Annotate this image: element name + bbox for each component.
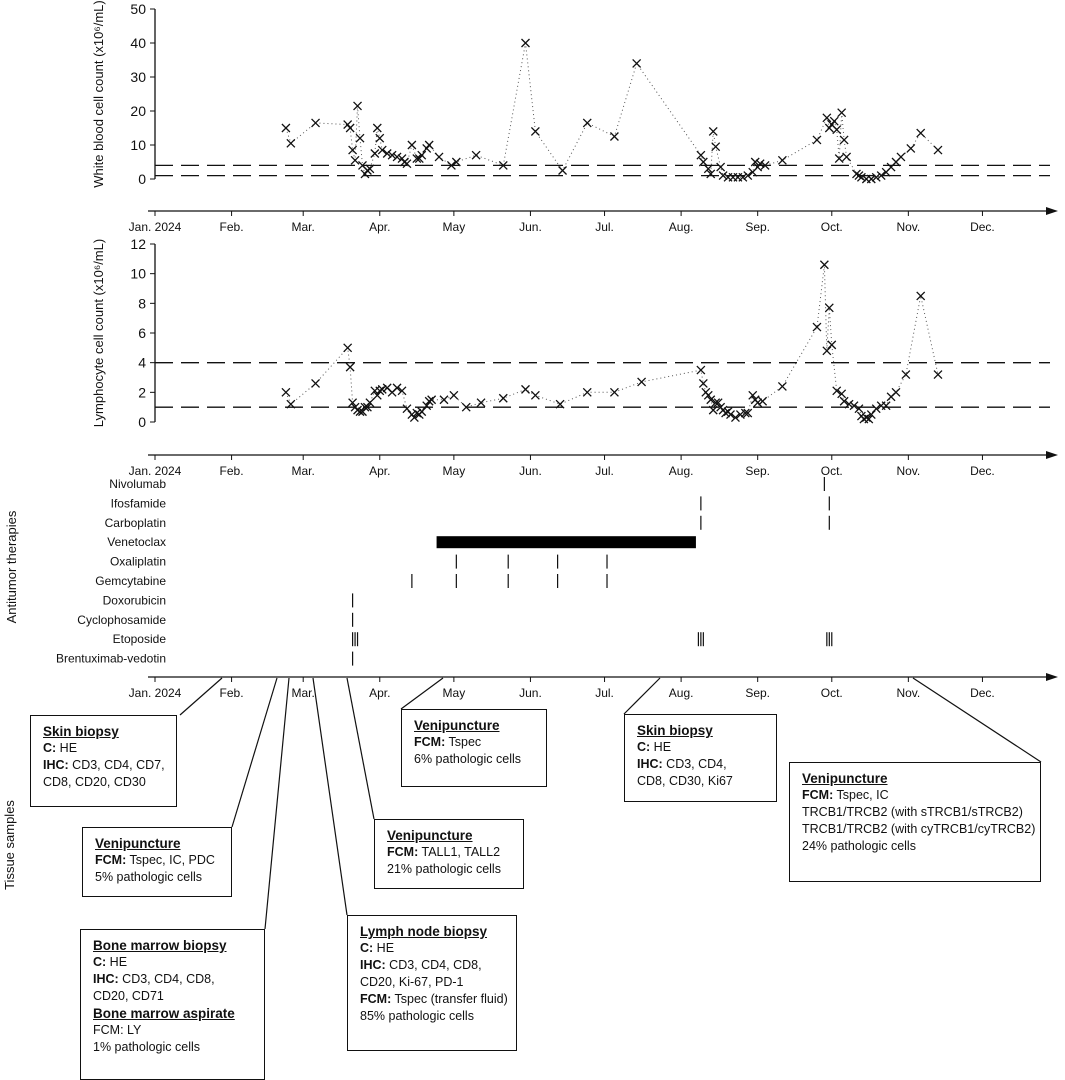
sample-title: Bone marrow aspirate	[93, 1006, 235, 1021]
timeline-x-tick-label: Mar.	[291, 686, 315, 700]
timeline-x-tick-label: Nov.	[896, 686, 921, 700]
wbc-data-point	[312, 119, 320, 127]
sample-method: C:	[43, 741, 57, 755]
lymphocyte-data-point	[346, 363, 354, 371]
lymphocyte-data-point	[312, 379, 320, 387]
sample-line	[93, 954, 254, 971]
wbc-data-point	[697, 151, 705, 159]
wbc-data-point	[823, 114, 831, 122]
timeline-x-axis-arrow	[1046, 673, 1058, 681]
tissue-sample-box	[80, 929, 265, 1080]
sample-connector	[401, 678, 443, 709]
sample-line	[802, 821, 1036, 838]
sample-method: C:	[637, 740, 651, 754]
sample-line	[360, 1008, 506, 1025]
lymphocyte-x-tick-label: Oct.	[820, 464, 843, 478]
lymphocyte-data-point	[902, 371, 910, 379]
sample-title: Venipuncture	[387, 828, 473, 843]
sample-method: C:	[360, 941, 374, 955]
lymphocyte-data-point	[892, 388, 900, 396]
lymphocyte-data-point	[403, 405, 411, 413]
sample-line	[43, 740, 166, 757]
lymphocyte-data-point	[917, 292, 925, 300]
sample-detail: 85% pathologic cells	[360, 1009, 474, 1023]
tissue-group-label: Tissue samples	[2, 800, 17, 890]
wbc-data-point	[830, 117, 838, 125]
wbc-data-point	[531, 127, 539, 135]
wbc-data-point	[897, 153, 905, 161]
timeline-x-tick-label: Jan. 2024	[128, 686, 182, 700]
lymphocyte-y-tick-label: 4	[138, 354, 146, 371]
sample-detail: 21% pathologic cells	[387, 862, 501, 876]
timeline-x-tick-label: Apr.	[369, 686, 391, 700]
sample-detail: HE	[106, 955, 128, 969]
wbc-data-point	[712, 143, 720, 151]
lymphocyte-data-point	[778, 382, 786, 390]
sample-connector	[265, 678, 289, 929]
sample-method: IHC:	[43, 758, 69, 772]
wbc-data-point	[349, 146, 357, 154]
sample-line	[414, 751, 536, 768]
lymphocyte-data-point	[813, 323, 821, 331]
lymphocyte-x-tick-label: Mar.	[291, 464, 315, 478]
timeline-x-tick-label: Sep.	[745, 686, 771, 700]
sample-title: Lymph node biopsy	[360, 924, 488, 939]
sample-title: Venipuncture	[802, 771, 888, 786]
wbc-data-point	[835, 155, 843, 163]
wbc-data-point	[813, 136, 821, 144]
wbc-y-tick-label: 0	[138, 171, 146, 187]
wbc-data-point	[351, 156, 359, 164]
lymphocyte-data-point	[531, 391, 539, 399]
tissue-sample-box	[401, 709, 547, 787]
timeline-x-tick-label: Oct.	[820, 686, 843, 700]
wbc-data-point	[376, 134, 384, 142]
sample-line	[93, 1039, 254, 1056]
therapy-label: Cyclophosamide	[77, 612, 166, 627]
lymphocyte-data-point	[499, 394, 507, 402]
lymphocyte-data-point	[282, 388, 290, 396]
sample-connector	[624, 678, 660, 714]
lymphocyte-data-point	[428, 396, 436, 404]
lymphocyte-x-tick-label: Jul.	[595, 464, 614, 478]
sample-line	[360, 940, 506, 957]
wbc-data-point	[287, 139, 295, 147]
tissue-sample-box	[30, 715, 177, 807]
wbc-data-point	[778, 156, 786, 164]
lymphocyte-x-tick-label: Feb.	[219, 464, 244, 478]
lymphocyte-x-tick-label: Dec.	[970, 464, 995, 478]
sample-line	[360, 957, 506, 974]
wbc-data-point	[346, 124, 354, 132]
sample-connector	[313, 678, 347, 915]
lymphocyte-x-axis-arrow	[1046, 451, 1058, 459]
wbc-data-point	[610, 133, 618, 141]
lymphocyte-y-axis-label: Lymphocyte cell count (x10⁶/mL)	[91, 238, 106, 428]
sample-detail: CD3, CD4,	[662, 757, 727, 771]
sample-line	[93, 971, 254, 988]
sample-line	[360, 991, 506, 1008]
timeline-x-tick-label: Jul.	[595, 686, 614, 700]
wbc-data-point	[583, 119, 591, 127]
wbc-data-point	[408, 141, 416, 149]
sample-title: Skin biopsy	[43, 724, 119, 739]
wbc-data-point	[934, 146, 942, 154]
lymphocyte-data-point	[934, 371, 942, 379]
wbc-data-point	[917, 129, 925, 137]
sample-method: C:	[93, 955, 107, 969]
wbc-x-tick-label: Aug.	[668, 220, 694, 234]
sample-method: IHC:	[360, 958, 386, 972]
lymphocyte-data-point	[610, 388, 618, 396]
wbc-data-point	[435, 153, 443, 161]
lymphocyte-x-tick-label: Sep.	[745, 464, 771, 478]
lymphocyte-data-point	[477, 399, 485, 407]
wbc-y-tick-label: 30	[130, 69, 146, 85]
sample-line	[95, 852, 221, 869]
sample-title: Venipuncture	[95, 836, 181, 851]
tissue-sample-box	[347, 915, 517, 1051]
wbc-x-tick-label: Feb.	[219, 220, 244, 234]
sample-connector	[180, 678, 222, 715]
lymphocyte-y-tick-label: 2	[138, 384, 146, 401]
lymphocyte-data-point	[697, 366, 705, 374]
wbc-x-tick-label: Oct.	[820, 220, 843, 234]
sample-line	[43, 757, 166, 774]
lymphocyte-y-tick-label: 6	[138, 325, 146, 341]
sample-detail: TRCB1/TRCB2 (with sTRCB1/sTRCB2)	[802, 805, 1023, 819]
sample-detail: TRCB1/TRCB2 (with cyTRCB1/cyTRCB2)	[802, 822, 1036, 836]
wbc-data-point	[403, 160, 411, 168]
sample-line	[93, 1022, 254, 1039]
sample-method: IHC:	[637, 757, 663, 771]
lymphocyte-x-tick-label: Jan. 2024	[128, 464, 182, 478]
sample-connector	[232, 678, 277, 827]
lymphocyte-data-point	[522, 385, 530, 393]
wbc-data-point	[356, 134, 364, 142]
wbc-data-point	[838, 109, 846, 117]
tissue-sample-box	[374, 819, 524, 889]
sample-detail: 24% pathologic cells	[802, 839, 916, 853]
sample-method: FCM:	[802, 788, 834, 802]
lymphocyte-data-point	[882, 402, 890, 410]
timeline-x-tick-label: May	[442, 686, 466, 700]
wbc-y-tick-label: 10	[130, 137, 146, 153]
sample-line	[802, 787, 1030, 804]
sample-title: Skin biopsy	[637, 723, 713, 738]
tissue-sample-box	[82, 827, 232, 897]
therapy-label: Brentuximab-vedotin	[55, 651, 166, 666]
lymphocyte-y-tick-label: 10	[130, 265, 146, 282]
sample-detail: Tspec, IC	[833, 788, 889, 802]
sample-method: FCM:	[95, 853, 127, 867]
sample-detail: 1% pathologic cells	[93, 1040, 201, 1054]
lymphocyte-x-tick-label: Nov.	[896, 464, 921, 478]
sample-line	[802, 838, 1030, 855]
sample-line	[43, 774, 166, 791]
lymphocyte-data-point	[828, 341, 836, 349]
lymphocyte-data-point	[699, 379, 707, 387]
lymphocyte-y-tick-label: 8	[138, 295, 146, 312]
wbc-x-tick-label: Nov.	[896, 220, 921, 234]
lymphocyte-data-point	[344, 344, 352, 352]
sample-line	[93, 988, 254, 1005]
tissue-sample-box	[789, 762, 1041, 882]
tissue-sample-box	[624, 714, 777, 802]
sample-detail: CD8, CD30, Ki67	[637, 774, 733, 788]
sample-method: FCM:	[360, 992, 392, 1006]
wbc-data-point	[633, 59, 641, 67]
sample-line	[387, 844, 513, 861]
sample-method: FCM:	[414, 735, 446, 749]
sample-detail: FCM: LY	[93, 1023, 142, 1037]
wbc-y-tick-label: 50	[130, 1, 146, 17]
lymphocyte-x-tick-label: May	[442, 464, 466, 478]
timeline-x-tick-label: Dec.	[970, 686, 995, 700]
wbc-x-tick-label: Dec.	[970, 220, 995, 234]
wbc-x-tick-label: Apr.	[369, 220, 391, 234]
wbc-data-point	[371, 150, 379, 158]
wbc-data-point	[522, 39, 530, 47]
wbc-x-axis-arrow	[1046, 207, 1058, 215]
sample-detail: CD20, Ki-67, PD-1	[360, 975, 464, 989]
therapy-group-label: Antitumor therapies	[4, 510, 19, 624]
sample-detail: CD20, CD71	[93, 989, 164, 1003]
sample-detail: CD3, CD4, CD8,	[385, 958, 482, 972]
wbc-x-tick-label: May	[442, 220, 466, 234]
wbc-data-point	[373, 124, 381, 132]
sample-line	[802, 804, 1030, 821]
therapy-label: Carboplatin	[104, 515, 166, 530]
sample-title: Venipuncture	[414, 718, 500, 733]
lymphocyte-y-tick-label: 0	[138, 414, 146, 430]
sample-detail: HE	[650, 740, 672, 754]
sample-line	[360, 974, 506, 991]
sample-detail: HE	[373, 941, 395, 955]
timeline-x-tick-label: Aug.	[668, 686, 694, 700]
lymphocyte-data-point	[825, 304, 833, 312]
wbc-data-point	[843, 153, 851, 161]
therapy-label: Ifosfamide	[110, 496, 166, 511]
wbc-y-axis-label: White blood cell count (x10⁶/mL)	[91, 0, 106, 188]
therapy-label: Nivolumab	[109, 477, 166, 491]
sample-detail: Tspec	[445, 735, 482, 749]
sample-detail: 5% pathologic cells	[95, 870, 203, 884]
wbc-x-tick-label: Mar.	[291, 220, 315, 234]
sample-detail: CD3, CD4, CD8,	[118, 972, 215, 986]
sample-line	[387, 861, 513, 878]
wbc-data-point	[282, 124, 290, 132]
sample-detail: TALL1, TALL2	[418, 845, 501, 859]
therapy-label: Doxorubicin	[102, 593, 166, 608]
wbc-y-tick-label: 20	[130, 103, 146, 119]
wbc-data-point	[907, 144, 915, 152]
sample-method: IHC:	[93, 972, 119, 986]
therapy-label: Venetoclax	[107, 535, 166, 550]
wbc-x-tick-label: Jan. 2024	[128, 220, 182, 234]
sample-title: Bone marrow biopsy	[93, 938, 227, 953]
sample-line	[95, 869, 221, 886]
wbc-x-tick-label: Sep.	[745, 220, 771, 234]
wbc-data-point	[425, 141, 433, 149]
sample-line	[637, 739, 766, 756]
therapy-label: Gemcytabine	[95, 574, 166, 588]
wbc-data-point	[472, 151, 480, 159]
sample-detail: Tspec (transfer fluid)	[391, 992, 508, 1006]
lymphocyte-data-point	[638, 378, 646, 386]
sample-line	[637, 773, 766, 790]
lymphocyte-data-point	[450, 391, 458, 399]
lymphocyte-data-point	[583, 388, 591, 396]
sample-method: FCM:	[387, 845, 419, 859]
wbc-x-tick-label: Jul.	[595, 220, 614, 234]
wbc-data-point	[717, 163, 725, 171]
sample-detail: 6% pathologic cells	[414, 752, 522, 766]
sample-detail: Tspec, IC, PDC	[126, 853, 215, 867]
wbc-data-point	[840, 136, 848, 144]
sample-line	[414, 734, 536, 751]
wbc-data-point	[418, 151, 426, 159]
sample-detail: HE	[56, 741, 78, 755]
wbc-y-tick-label: 40	[130, 35, 146, 51]
sample-line	[637, 756, 766, 773]
wbc-data-point	[559, 167, 567, 175]
therapy-label: Etoposide	[112, 632, 166, 647]
sample-detail: CD8, CD20, CD30	[43, 775, 146, 789]
wbc-data-point	[378, 146, 386, 154]
therapy-bar	[437, 536, 696, 548]
timeline-x-tick-label: Feb.	[219, 686, 244, 700]
lymphocyte-y-tick-label: 12	[130, 236, 146, 252]
timeline-x-tick-label: Jun.	[519, 686, 542, 700]
therapy-label: Oxaliplatin	[109, 554, 166, 569]
wbc-x-tick-label: Jun.	[519, 220, 542, 234]
sample-detail: CD3, CD4, CD7,	[68, 758, 165, 772]
lymphocyte-x-tick-label: Apr.	[369, 464, 391, 478]
lymphocyte-x-tick-label: Jun.	[519, 464, 542, 478]
lymphocyte-x-tick-label: Aug.	[668, 464, 694, 478]
